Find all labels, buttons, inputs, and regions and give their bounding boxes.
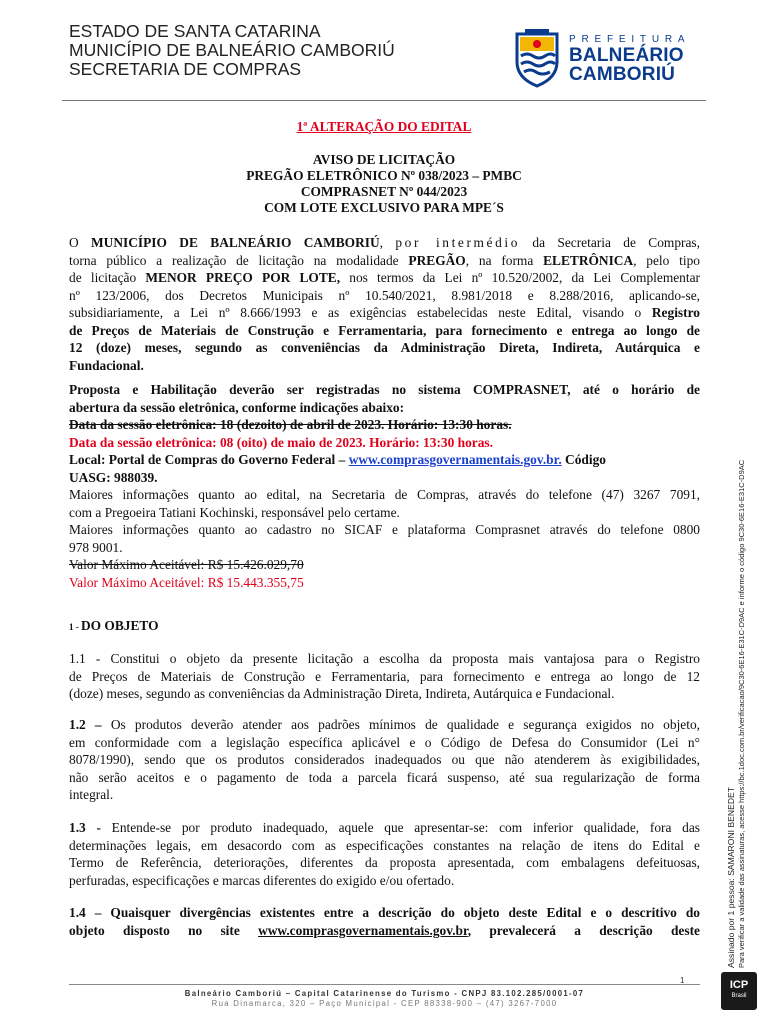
notice-line-2: PREGÃO ELETRÔNICO Nº 038/2023 – PMBC [246,168,522,183]
footer-line-1: Balneário Camboriú – Capital Catarinense do Turismo - CNPJ 83.102.285/0001-07 [184,989,585,998]
clause-1-2 [69,716,700,804]
clause-1-2-line-2: em conformidade com a legislação específica aplicável e o Código de Defesa do Consumidor (Lei n° [69,734,700,750]
city-coat-of-arms-icon [511,28,563,88]
notice-heading [69,152,699,216]
clause-1-1-line-1: 1.1 - Constitui o objeto da presente licitação a escolha da proposta mais vantajosa para o Registro [69,651,700,666]
proposal-block [69,381,700,591]
section-1-number: 1 - [69,622,81,632]
icp-brasil-seal [721,972,757,1010]
clause-1-4 [69,904,700,939]
header-state: ESTADO DE SANTA CATARINA [69,21,321,41]
clause-1-3-line-3: Termo de Referência, deteriorações, diferentes da proposta apresentada, com embalagens defeituosas, [69,855,700,870]
intro-line-2: torna público a realização de licitação na modalidade PREGÃO, na forma ELETRÔNICA, pelo tipo [69,252,700,268]
clause-1-2-line-5: integral. [69,787,114,802]
section-1-heading [69,617,700,637]
old-session-date: Data da sessão eletrônica: 18 (dezoito) de abril de 2023. Horário: 13:30 horas. [69,417,512,432]
new-session-date: Data da sessão eletrônica: 08 (oito) de maio de 2023. Horário: 13:30 horas. [69,434,493,450]
intro-line-1: O MUNICÍPIO DE BALNEÁRIO CAMBORIÚ, por intermédio da Secretaria de Compras, [69,235,700,250]
clause-1-3-line-2: determinações legais, em desacordo com as especificações constantes na relação de itens do Edital e [69,837,700,853]
logo-wordmark [569,34,690,84]
proposal-line-1: Proposta e Habilitação deverão ser registradas no sistema COMPRASNET, até o horário de [69,382,700,397]
clause-1-4-link[interactable]: www.comprasgovernamentais.gov.br [258,922,468,938]
header-department: SECRETARIA DE COMPRAS [69,59,302,79]
comprasgovernamentais-link[interactable]: www.comprasgovernamentais.gov.br. [348,452,562,467]
info-line-4: 978 9001. [69,539,123,555]
info-line-3: Maiores informações quanto ao cadastro no SICAF e plataforma Comprasnet através do telefone 0800 [69,522,700,537]
info-line-2: com a Pregoeira Tatiani Kochinski, responsável pelo certame. [69,504,400,520]
intro-line-4: nº 123/2006, dos Decretos Municipais nº 10.540/2021, 8.981/2018 e 8.288/2016, aplicando-se, [69,287,700,303]
notice-line-3: COMPRASNET Nº 044/2023 [300,184,468,199]
clause-1-2-line-1: 1.2 – Os produtos deverão atender aos padrões mínimos de qualidade e segurança exigidos no objeto, [69,717,701,732]
clause-1-4-line-1: 1.4 – Quaisquer divergências existentes entre a descrição do objeto deste Edital e o descritivo do [69,905,700,920]
intro-line-7: 12 (doze) meses, segundo as conveniências da Administração Direta, Indireta, Autárquica e [69,340,700,355]
prefeitura-logo [511,28,691,88]
intro-line-5: subsidiariamente, a Lei nº 8.666/1993 e as exigências estabelecidas neste Edital, visando o Registro [69,305,700,320]
icp-seal-title: ICP [729,979,749,991]
logo-prefeitura-text: PREFEITURA [569,34,691,45]
proposal-line-2: abertura da sessão eletrônica, conforme indicações abaixo: [69,399,405,415]
clause-1-1-line-3: (doze) meses, segundo as conveniências da Administração Direta, Indireta, Autárquica e Fundacional. [69,686,615,701]
intro-paragraph [69,234,700,374]
old-max-value: Valor Máximo Aceitável: R$ 15.426.029,70 [69,557,304,572]
clause-1-3-line-1: 1.3 - Entende-se por produto inadequado, aquele que apresentar-se: com inferior qualidade, fora das [69,820,700,835]
clause-1-3 [69,819,700,889]
notice-line-4: COM LOTE EXCLUSIVO PARA MPE´S [264,200,504,215]
clause-1-2-line-4: não serão aceitos e o pagamento de toda a parcela ficará suspenso, até sua regularização de forma [69,769,700,785]
clause-1-4-line-2: objeto disposto no site www.comprasgovernamentais.gov.br, prevalecerá a descrição deste [69,922,700,938]
header-divider [62,100,706,101]
location-line: Local: Portal de Compras do Governo Federal – www.comprasgovernamentais.gov.br. Código [69,452,606,467]
logo-name-line1: BALNEÁRIO [569,45,684,66]
intro-line-6: de Preços de Materiais de Construção e Ferramentaria, para fornecimento e entrega ao longo de [69,322,700,338]
intro-line-8: Fundacional. [69,357,144,373]
intro-line-3: de licitação MENOR PREÇO POR LOTE, nos termos da Lei nº 10.520/2002, da Lei Complementar [69,270,701,285]
clause-1-3-line-4: perfuradas, especificações e marcas diferentes do exigido e/ou ofertado. [69,872,455,888]
page-number: 1 [680,976,685,985]
signature-verification-note: Para verificar a validade das assinaturas, acesse https://bc.1doc.com.br/verificacao/9C30-6E16-E31C-D9AC e informe o código 9C30-6E16-E31C-D9AC [737,459,746,968]
footer-divider [69,984,700,985]
alteration-title: 1ª ALTERAÇÃO DO EDITAL [296,119,472,134]
header-institution [69,22,395,79]
uasg-code: UASG: 988039. [69,469,158,485]
clause-1-1-line-2: de Preços de Materiais de Construção e Ferramentaria, para fornecimento e entrega ao longo de 12 [69,668,700,684]
new-max-value: Valor Máximo Aceitável: R$ 15.443.355,75 [69,574,304,590]
info-line-1: Maiores informações quanto ao edital, na Secretaria de Compras, através do telefone (47) 3267 7091, [69,487,700,502]
signature-stamp-signer: Assinado por 1 pessoa: SAMARONI BENEDET [726,786,736,968]
notice-line-1: AVISO DE LICITAÇÃO [312,152,456,167]
clause-1-1 [69,650,700,703]
logo-name-line2: CAMBORIÚ [569,64,676,85]
section-1-title: DO OBJETO [81,618,159,633]
header-municipality: MUNICÍPIO DE BALNEÁRIO CAMBORIÚ [69,40,395,60]
footer-line-2: Rua Dinamarca, 320 – Paço Municipal - CEP 88338-900 – (47) 3267-7000 [211,999,558,1008]
clause-1-2-line-3: 8078/1990), sendo que os produtos considerados inadequados ou que não atenderem às exigibilidades, [69,752,700,767]
icp-seal-subtitle: Brasil [731,993,747,999]
